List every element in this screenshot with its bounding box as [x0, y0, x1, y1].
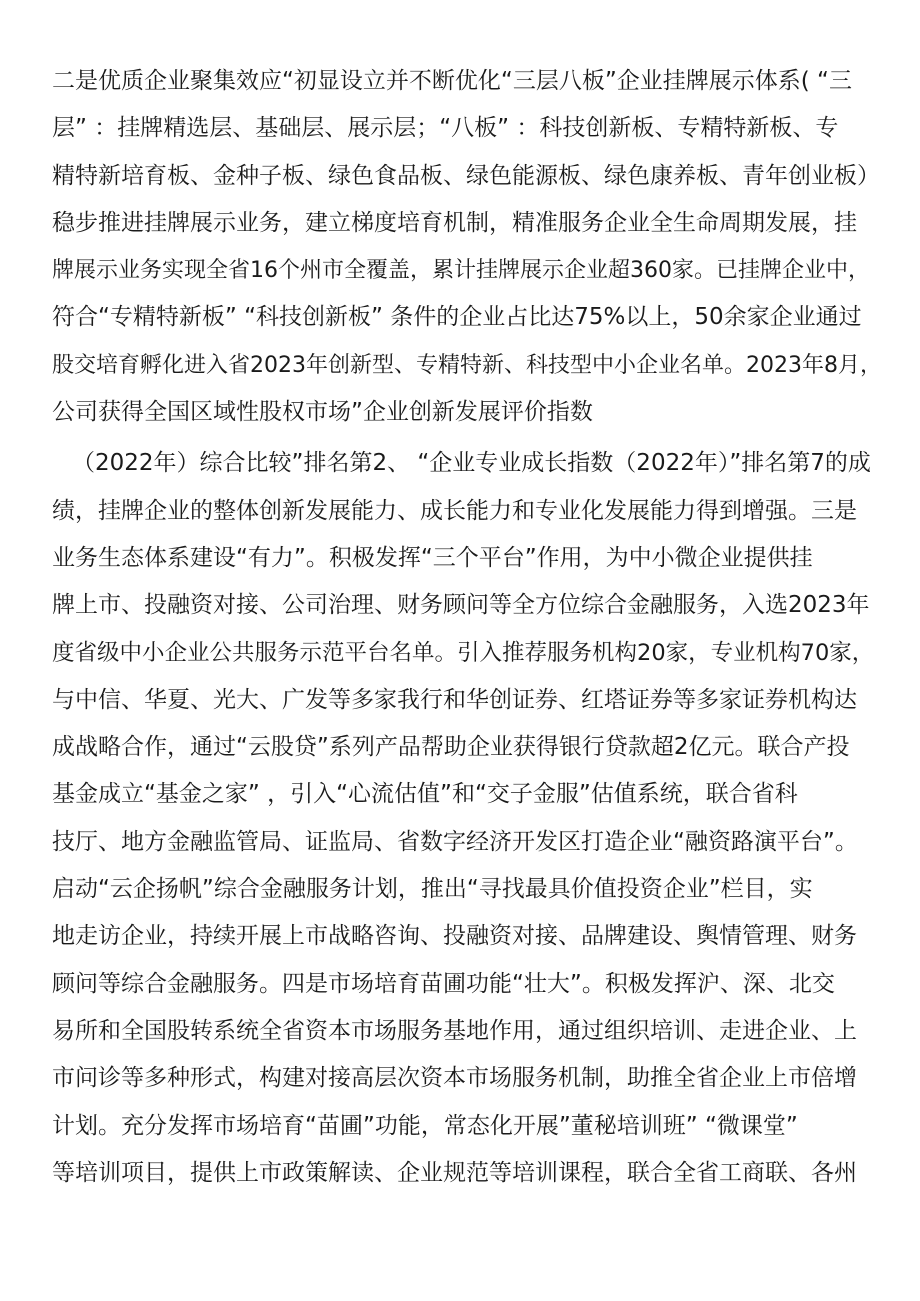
text-line: 市问诊等多种形式，构建对接高层次资本市场服务机制，助推全省企业上市倍增: [52, 1065, 857, 1092]
text-line: 与中信、华夏、光大、广发等多家我行和华创证券、红塔证券等多家证券机构达: [52, 686, 857, 713]
text-line: 业务生态体系建设“有力”。积极发挥“三个平台”作用，为中小微企业提供挂: [52, 544, 813, 571]
text-line: 牌上市、投融资对接、公司治理、财务顾问等全方位综合金融服务，入选2023年: [52, 592, 870, 619]
text-line: 稳步推进挂牌展示业务，建立梯度培育机制，精准服务企业全生命周期发展，挂: [52, 209, 857, 236]
text-line: 层” ：挂牌精选层、基础层、展示层；“八板” ：科技创新板、专精特新板、专: [52, 115, 839, 142]
body-text: [52, 58, 882, 1197]
text-line: 度省级中小企业公共服务示范平台名单。引入推荐服务机构20家，专业机构70家，: [52, 639, 875, 666]
text-line: 成战略合作，通过“云股贷”系列产品帮助企业获得银行贷款超2亿元。联合产投: [52, 734, 850, 761]
text-line: 二是优质企业聚集效应“初显设立并不断优化“三层八板”企业挂牌展示体系( “三: [52, 68, 852, 94]
text-line: 基金成立“基金之家” ，引入“心流估值”和“交子金服”估值系统，联合省科: [52, 781, 798, 808]
text-line: 股交培育孵化进入省2023年创新型、专精特新、科技型中小企业名单。2023年8月，: [52, 352, 882, 378]
text-line: 牌展示业务实现全省16个州市全覆盖，累计挂牌展示企业超360家。已挂牌企业中，: [52, 258, 870, 284]
text-line: 精特新培育板、金种子板、绿色食品板、绿色能源板、绿色康养板、青年创业板）: [52, 162, 880, 189]
text-line: 符合“专精特新板” “科技创新板” 条件的企业占比达75%以上，50余家企业通过: [52, 304, 862, 331]
text-line: 地走访企业，持续开展上市战略咨询、投融资对接、品牌建设、舆情管理、财务: [52, 923, 857, 950]
text-line: 顾问等综合金融服务。四是市场培育苗圃功能“壮大”。积极发挥沪、深、北交: [52, 970, 835, 997]
text-line: 技厅、地方金融监管局、证监局、省数字经济开发区打造企业“融资路演平台”。: [52, 828, 858, 855]
text-line: 启动“云企扬帆”综合金融服务计划，推出“寻找最具价值投资企业”栏目，实: [52, 876, 813, 903]
text-line: 计划。充分发挥市场培育“苗圃”功能，常态化开展”董秘培训班” “微课堂”: [52, 1112, 798, 1139]
text-line: 易所和全国股转系统全省资本市场服务基地作用，通过组织培训、走进企业、上: [52, 1017, 857, 1044]
text-line: 绩，挂牌企业的整体创新发展能力、成长能力和专业化发展能力得到增强。三是: [52, 497, 857, 524]
text-line: （2022年）综合比较”排名第2、 “企业专业成长指数（2022年）”排名第7的成: [72, 450, 871, 477]
text-line: 公司获得全国区域性股权市场”企业创新发展评价指数: [52, 399, 593, 426]
text-line: 等培训项目，提供上市政策解读、企业规范等培训课程，联合全省工商联、各州: [52, 1159, 857, 1186]
